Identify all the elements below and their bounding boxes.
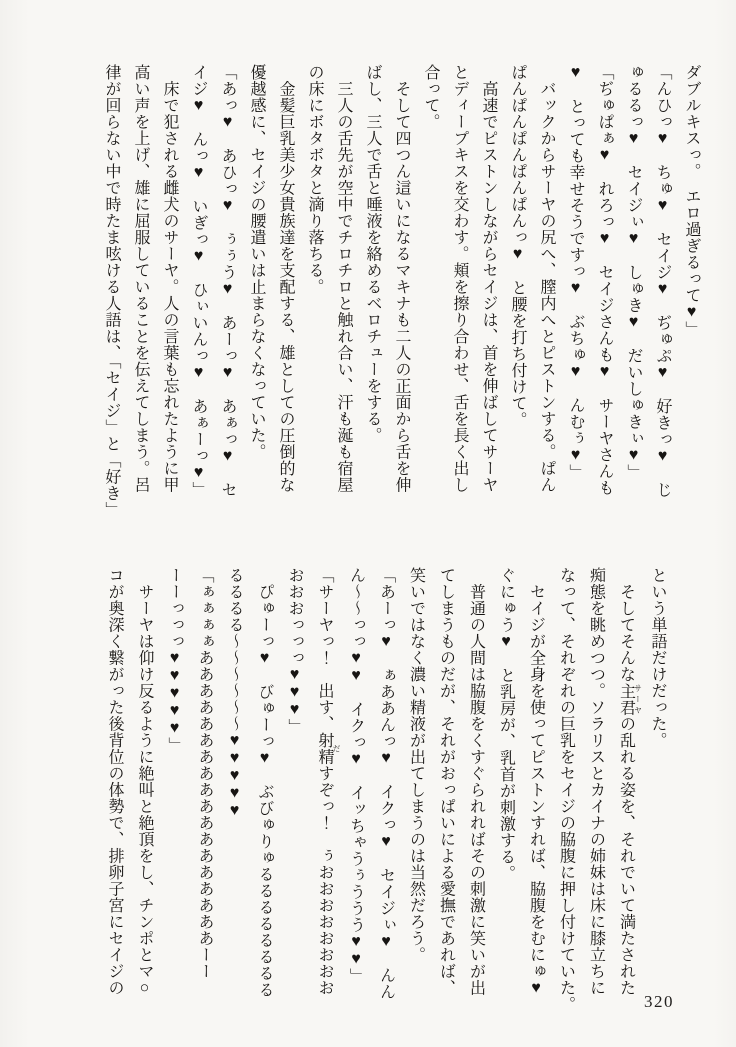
- text-tier-bottom: [99, 567, 672, 1019]
- text-column: 「あっ♥ あひっ♥ ぅぅう♥ あーっ♥ あぁっ♥ セ: [219, 64, 236, 498]
- text-column: ぐにゅう♥ と乳房が、乳首が刺激する。: [497, 567, 515, 882]
- text-column: 床で犯される雌犬のサーヤ。人の言葉も忘れたように甲: [161, 64, 178, 493]
- text-column: なって、それぞれの巨乳をセイジの脇腹に押し付けていた。: [557, 567, 575, 1013]
- text-column: そして四つん這いになるマキナも二人の正面から舌を伸: [393, 64, 410, 493]
- text-column: セイジが全身を使ってピストンすれば、脇腹をむにゅ♥: [527, 567, 545, 997]
- text-column: ーーっっっ♥♥♥♥♥」: [166, 567, 183, 754]
- text-column: という単語だけだった。: [649, 567, 666, 749]
- text-column: イジ♥ んっ♥ いぎっ♥ ひぃいんっ♥ あぁーっ♥」: [190, 64, 207, 498]
- text-column: ん～～っっ♥♥ イクっ♥ イッちゃうぅううう♥♥」: [347, 567, 365, 985]
- text-column: 「んひっ♥ ちゅ♥ セイジ♥ ぢゅぷ♥ 好きっ♥ じ: [654, 64, 671, 498]
- text-column: ぴゅーっ♥ びゅーっ♥ ぶびゅりゅるるるるるるるる: [256, 567, 273, 998]
- text-column: コが奥深く繋がった後背位の体勢で、排卵子宮にセイジの: [106, 567, 123, 996]
- text-column: 「あーっ♥ ぁああんっ♥ イクっ♥ セイジぃ♥ んん: [377, 567, 395, 1000]
- ruby-annotated-text: 射精 だ: [316, 732, 341, 765]
- text-column: ばし、三人で舌と唾液を絡めるベロチューをする。: [364, 64, 381, 444]
- furigana: だ: [332, 732, 341, 765]
- text-column: 合って。: [422, 64, 439, 130]
- text-column: るるるる～～～～～～♥♥♥♥♥: [226, 567, 243, 820]
- text-column: の床にボタボタと滴り落ちる。: [306, 64, 323, 295]
- text-tier-top: [97, 64, 706, 516]
- text-column: 痴態を眺めつつ。ソラリスとカイナの姉妹は床に膝立ちに: [587, 567, 605, 996]
- text-column: ダブルキスっ。 エロ過ぎるって♥」: [683, 64, 700, 338]
- text-column: おおおっっっ♥♥♥」: [286, 567, 303, 735]
- text-column: 普通の人間は脇腹をくすぐられればその刺激に笑いが出: [467, 567, 485, 996]
- text-column: 「ぢゅぱぁ♥ れろっ♥ セイジさんも♥ サーヤさんも: [596, 64, 613, 496]
- text-column: サーヤは仰け反るように絶叫と絶頂をし、チンポとマ○: [136, 567, 153, 997]
- page-number: 320: [644, 992, 674, 1011]
- furigana: サーヤ: [633, 682, 643, 716]
- text-column: そしてそんな主君 サーヤの乱れる姿を、それでいて満たされた: [617, 567, 643, 996]
- text-column: 金髪巨乳美少女貴族達を支配する、雄としての圧倒的な: [277, 64, 294, 493]
- text-column: 高い声を上げ、雄に屈服していることを伝えてしまう。呂: [132, 64, 149, 493]
- text-column: 「ぁぁぁぁああああああああああああああああああーー: [196, 567, 213, 980]
- text-column: 笑いではなく濃い精液が出てしまうのは当然だろう。: [407, 567, 425, 963]
- text-column: 律が回らない中で時たま呟ける人語は、「セイジ」と「好き」: [103, 64, 120, 518]
- text-column: 高速でピストンしながらセイジは、首を伸ばしてサーヤ: [480, 64, 497, 493]
- text-column: てしまうものだが、それがおっぱいによる愛撫であれば、: [437, 567, 455, 996]
- text-column: ♥ とっても幸せそうですっ♥ ぶちゅ♥ んむぅ♥」: [567, 64, 584, 481]
- text-column: 優越感に、セイジの腰遣いは止まらなくなっていた。: [248, 64, 265, 460]
- text-column: バックからサーヤの尻へ、膣内へとピストンする。ぱん: [538, 64, 555, 493]
- text-column: とディープキスを交わす。頬を擦り合わせ、舌を長く出し: [451, 64, 468, 493]
- text-column: 「サーヤっ！ 出す、射精 だすぞっ！ ぅおおおおおおおお: [316, 567, 341, 996]
- text-column: ゅるるっ♥ セイジぃ♥ しゅき♥ だいしゅきぃ♥」: [625, 64, 642, 481]
- ruby-annotated-text: 主君 サーヤ: [617, 682, 643, 716]
- text-column: ぱんぱんぱんぱんぱんっ♥ と腰を打ち付けて。: [509, 64, 526, 428]
- text-column: 三人の舌先が空中でチロチロと触れ合い、汗も涎も宿屋: [335, 64, 352, 493]
